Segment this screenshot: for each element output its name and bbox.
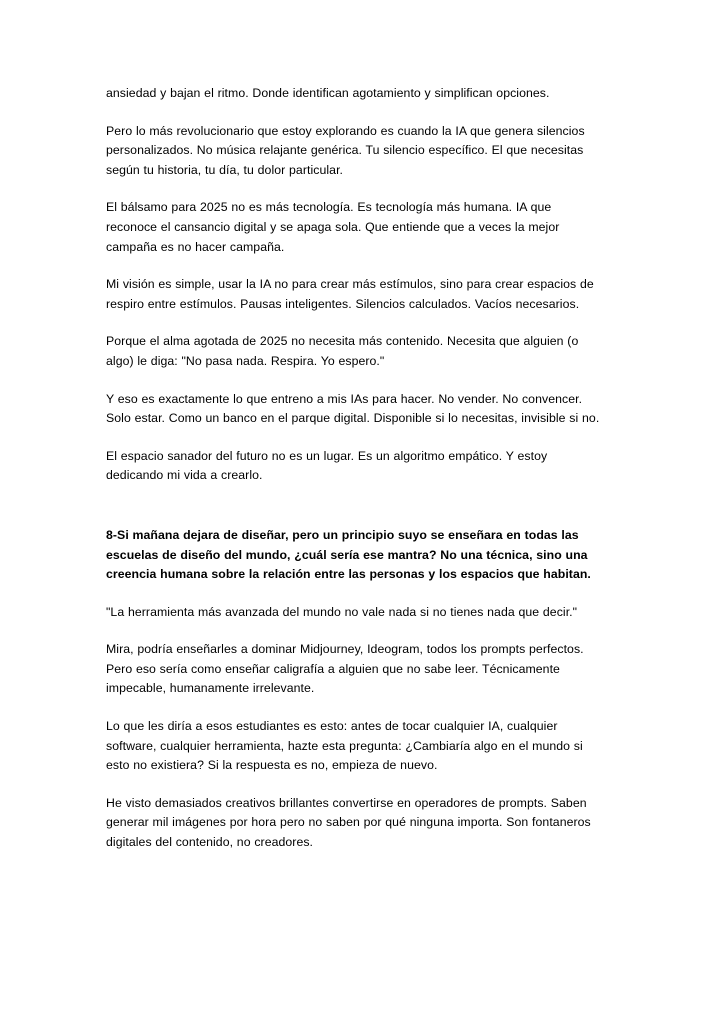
question-heading: 8-Si mañana dejara de diseñar, pero un principio suyo se enseñara en todas las escuelas de diseño del mundo, ¿cuál sería ese mantra? No una técnica, sino una creencia humana sobre la relación entre las personas y los espacios que habitan. — [106, 527, 591, 582]
paragraph: Lo que les diría a esos estudiantes es esto: antes de tocar cualquier IA, cualquier software, cualquier herramienta, hazte esta pregunta: ¿Cambiaría algo en el mundo si esto no existiera? Si la respuesta es no, empieza de nuevo. — [106, 719, 583, 773]
document-body — [106, 84, 606, 871]
paragraph: Mira, podría enseñarles a dominar Midjourney, Ideogram, todos los prompts perfectos. Pero eso sería como enseñar caligrafía a alguien que no sabe leer. Técnicamente impecable, humanamente irrelevante. — [106, 642, 584, 696]
paragraph: Mi visión es simple, usar la IA no para crear más estímulos, sino para crear espacios de respiro entre estímulos. Pausas inteligentes. Silencios calculados. Vacíos necesarios. — [106, 277, 594, 311]
paragraph: Pero lo más revolucionario que estoy explorando es cuando la IA que genera silencios personalizados. No música relajante genérica. Tu silencio específico. El que necesitas según tu historia, tu día, tu dolor particular. — [106, 123, 585, 177]
paragraph: Porque el alma agotada de 2025 no necesita más contenido. Necesita que alguien (o algo) le diga: "No pasa nada. Respira. Yo espero." — [106, 334, 579, 368]
paragraph: He visto demasiados creativos brillantes convertirse en operadores de prompts. Saben generar mil imágenes por hora pero no saben por qué ninguna importa. Son fontaneros digitales del contenido, no creadores. — [106, 795, 591, 850]
paragraph: El bálsamo para 2025 no es más tecnología. Es tecnología más humana. IA que reconoce el cansancio digital y se apaga sola. Que entiende que a veces la mejor campaña es no hacer campaña. — [106, 200, 560, 254]
paragraph: El espacio sanador del futuro no es un lugar. Es un algoritmo empático. Y estoy dedicando mi vida a crearlo. — [106, 448, 548, 483]
paragraph: "La herramienta más avanzada del mundo no vale nada si no tienes nada que decir." — [106, 604, 578, 619]
paragraph: Y eso es exactamente lo que entreno a mis IAs para hacer. No vender. No convencer. Solo estar. Como un banco en el parque digital. Disponible si lo necesitas, invisible si no. — [106, 391, 600, 426]
section-spacer — [106, 504, 606, 526]
paragraph: ansiedad y bajan el ritmo. Donde identifican agotamiento y simplifican opciones. — [106, 86, 550, 100]
